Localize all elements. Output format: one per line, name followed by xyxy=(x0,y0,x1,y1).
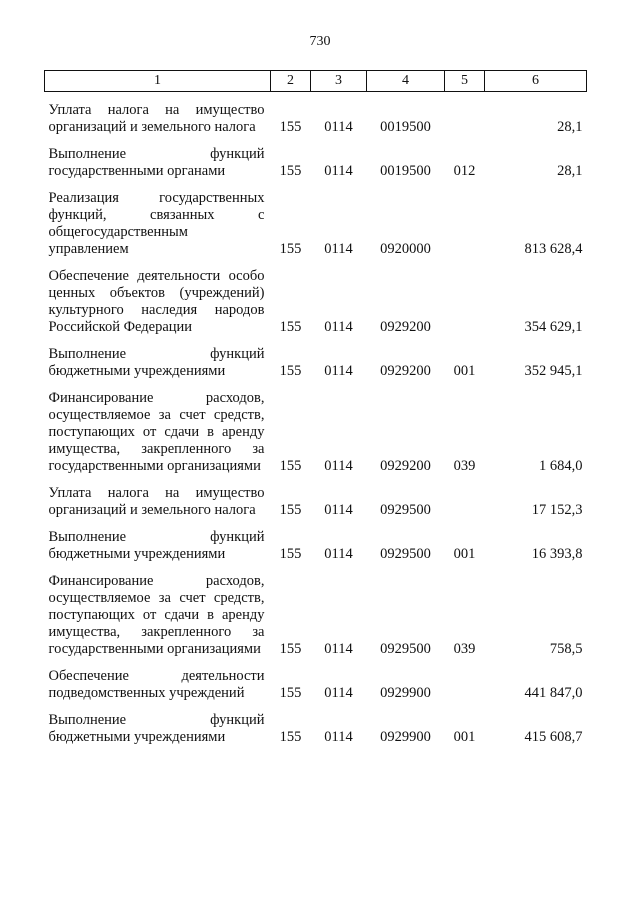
item-name: Финансирование расходов, осуществляемое за счет средств, поступающих от сдачи в аренду имущества, закрепленного за государственными организациями xyxy=(48,573,265,657)
target-code: 0929900 xyxy=(380,685,431,701)
ministry-code: 155 xyxy=(279,641,302,657)
section-code: 0114 xyxy=(324,685,353,701)
table-row xyxy=(45,658,587,702)
section-code: 0114 xyxy=(324,502,353,518)
table-header-row xyxy=(45,71,587,92)
item-name: Выполнение функций бюджетными учреждениями xyxy=(48,529,265,562)
expense-type-code xyxy=(445,258,485,336)
ministry-code: 155 xyxy=(279,319,302,335)
expense-type-code: 039 xyxy=(453,641,476,657)
amount: 28,1 xyxy=(557,119,583,135)
expense-type-code xyxy=(445,92,485,137)
ministry-code: 155 xyxy=(279,729,302,745)
section-code: 0114 xyxy=(324,458,353,474)
table-row xyxy=(45,380,587,475)
page-number: 730 xyxy=(309,34,331,49)
section-code: 0114 xyxy=(324,546,353,562)
ministry-code: 155 xyxy=(279,241,302,257)
target-code: 0019500 xyxy=(380,119,431,135)
item-name: Выполнение функций государственными органами xyxy=(48,146,265,179)
column-header: 5 xyxy=(445,71,485,92)
item-name: Реализация государственных функций, связанных с общегосударственным управлением xyxy=(48,190,265,257)
table-row xyxy=(45,136,587,180)
target-code: 0929500 xyxy=(380,641,431,657)
item-name: Выполнение функций бюджетными учреждениями xyxy=(48,346,265,379)
item-name: Финансирование расходов, осуществляемое за счет средств, поступающих от сдачи в аренду имущества, закрепленного за государственными организациями xyxy=(48,390,265,474)
table-row xyxy=(45,258,587,336)
table-row xyxy=(45,180,587,258)
section-code: 0114 xyxy=(324,119,353,135)
section-code: 0114 xyxy=(324,319,353,335)
item-name: Обеспечение деятельности особо ценных объектов (учреждений) культурного наследия народов Российской Федерации xyxy=(48,268,265,335)
expense-type-code xyxy=(445,658,485,702)
expense-type-code: 001 xyxy=(453,729,476,745)
amount: 415 608,7 xyxy=(524,729,583,745)
column-header: 2 xyxy=(271,71,311,92)
item-name: Выполнение функций бюджетными учреждениями xyxy=(48,712,265,745)
expense-type-code: 012 xyxy=(453,163,476,179)
expense-type-code: 001 xyxy=(453,546,476,562)
section-code: 0114 xyxy=(324,729,353,745)
column-header: 4 xyxy=(367,71,445,92)
section-code: 0114 xyxy=(324,163,353,179)
target-code: 0929200 xyxy=(380,363,431,379)
section-code: 0114 xyxy=(324,363,353,379)
target-code: 0929200 xyxy=(380,319,431,335)
item-name: Уплата налога на имущество организаций и земельного налога xyxy=(48,485,265,518)
budget-table xyxy=(44,70,587,746)
expense-type-code: 039 xyxy=(453,458,476,474)
column-header: 6 xyxy=(485,71,587,92)
table-row xyxy=(45,519,587,563)
item-name: Обеспечение деятельности подведомственных учреждений xyxy=(48,668,265,701)
target-code: 0920000 xyxy=(380,241,431,257)
amount: 813 628,4 xyxy=(524,241,583,257)
column-header: 1 xyxy=(45,71,271,92)
amount: 17 152,3 xyxy=(531,502,583,518)
table-row xyxy=(45,702,587,746)
ministry-code: 155 xyxy=(279,546,302,562)
amount: 354 629,1 xyxy=(524,319,583,335)
table-row xyxy=(45,563,587,658)
expense-type-code: 001 xyxy=(453,363,476,379)
ministry-code: 155 xyxy=(279,119,302,135)
amount: 16 393,8 xyxy=(531,546,583,562)
target-code: 0929900 xyxy=(380,729,431,745)
ministry-code: 155 xyxy=(279,458,302,474)
target-code: 0929500 xyxy=(380,546,431,562)
ministry-code: 155 xyxy=(279,363,302,379)
amount: 352 945,1 xyxy=(524,363,583,379)
target-code: 0019500 xyxy=(380,163,431,179)
table-row xyxy=(45,336,587,380)
section-code: 0114 xyxy=(324,641,353,657)
amount: 1 684,0 xyxy=(539,458,583,474)
column-header: 3 xyxy=(311,71,367,92)
ministry-code: 155 xyxy=(279,163,302,179)
expense-type-code xyxy=(445,475,485,519)
target-code: 0929200 xyxy=(380,458,431,474)
amount: 28,1 xyxy=(557,163,583,179)
amount: 441 847,0 xyxy=(524,685,583,701)
expense-type-code xyxy=(445,180,485,258)
ministry-code: 155 xyxy=(279,502,302,518)
amount: 758,5 xyxy=(549,641,583,657)
target-code: 0929500 xyxy=(380,502,431,518)
ministry-code: 155 xyxy=(279,685,302,701)
section-code: 0114 xyxy=(324,241,353,257)
table-row xyxy=(45,92,587,137)
item-name: Уплата налога на имущество организаций и земельного налога xyxy=(48,102,265,135)
table-row xyxy=(45,475,587,519)
